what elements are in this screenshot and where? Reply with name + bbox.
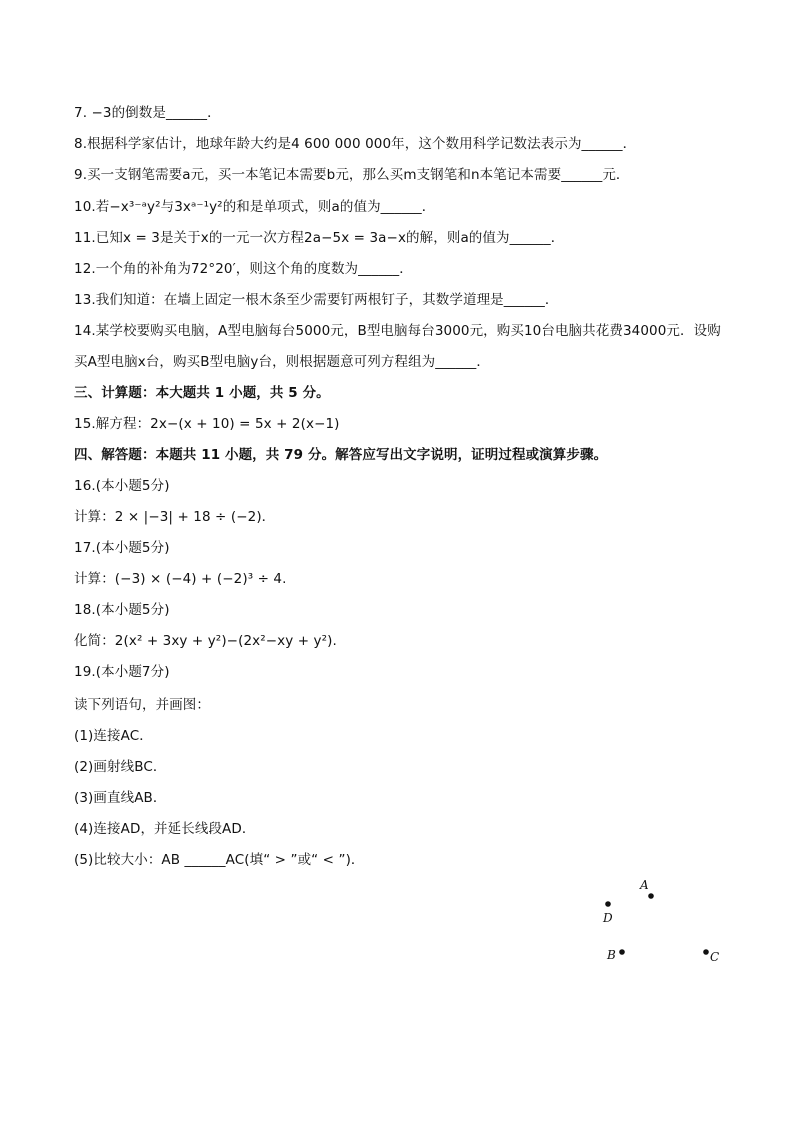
question-19-step-5: (5)比较大小：AB ______AC(填“ > ”或“ < ”)． <box>74 852 365 868</box>
point-b-dot <box>619 949 625 955</box>
point-c-dot <box>703 949 709 955</box>
question-19-step-4: (4)连接AD，并延长线段AD． <box>74 821 256 837</box>
question-18-body: 化简：2(x² + 3xy + y²)−(2x²−xy + y²). <box>74 633 337 649</box>
question-13: 13.我们知道：在墙上固定一根木条至少需要钉两根钉子，其数学道理是______． <box>74 292 559 308</box>
point-a-label: A <box>640 878 649 892</box>
question-19-header: 19.(本小题7分) <box>74 664 170 680</box>
point-a-dot <box>648 893 654 899</box>
question-19-step-1: (1)连接AC． <box>74 728 153 744</box>
section-four-heading: 四、解答题：本题共 11 小题，共 79 分。解答应写出文字说明，证明过程或演算步骤。 <box>74 447 608 463</box>
question-19-step-3: (3)画直线AB． <box>74 790 167 806</box>
question-12: 12.一个角的补角为72°20′，则这个角的度数为______． <box>74 261 413 277</box>
section-three-heading: 三、计算题：本大题共 1 小题，共 5 分。 <box>74 385 330 401</box>
question-11: 11.已知x = 3是关于x的一元一次方程2a−5x = 3a−x的解，则a的值为______． <box>74 230 565 246</box>
question-19-instruction: 读下列语句，并画图： <box>74 697 210 713</box>
question-9: 9.买一支钢笔需要a元，买一本笔记本需要b元，那么买m支钢笔和n本笔记本需要______元． <box>74 167 630 183</box>
question-7: 7. −3的倒数是______． <box>74 105 221 121</box>
question-8: 8.根据科学家估计，地球年龄大约是4 600 000 000年，这个数用科学记数法表示为______． <box>74 136 637 152</box>
question-10: 10.若−x³⁻ᵃy²与3xᵃ⁻¹y²的和是单项式，则a的值为______． <box>74 199 436 215</box>
question-14-line-2: 买A型电脑x台，购买B型电脑y台，则根据题意可列方程组为______． <box>74 354 490 370</box>
geometry-diagram <box>590 870 730 970</box>
point-b-label: B <box>607 948 616 962</box>
question-16-body: 计算：2 × |−3| + 18 ÷ (−2)． <box>74 509 276 525</box>
point-d-label: D <box>603 911 613 925</box>
point-d-dot <box>605 901 611 907</box>
question-18-header: 18.(本小题5分) <box>74 602 170 618</box>
question-17-body: 计算：(−3) × (−4) + (−2)³ ÷ 4. <box>74 571 287 587</box>
point-c-label: C <box>710 950 720 964</box>
question-19-step-2: (2)画射线BC． <box>74 759 167 775</box>
question-15: 15.解方程：2x−(x + 10) = 5x + 2(x−1) <box>74 416 340 432</box>
question-14-line-1: 14.某学校要购买电脑，A型电脑每台5000元，B型电脑每台3000元，购买10台电脑共花费34000元．设购 <box>74 323 721 339</box>
question-17-header: 17.(本小题5分) <box>74 540 170 556</box>
question-16-header: 16.(本小题5分) <box>74 478 170 494</box>
